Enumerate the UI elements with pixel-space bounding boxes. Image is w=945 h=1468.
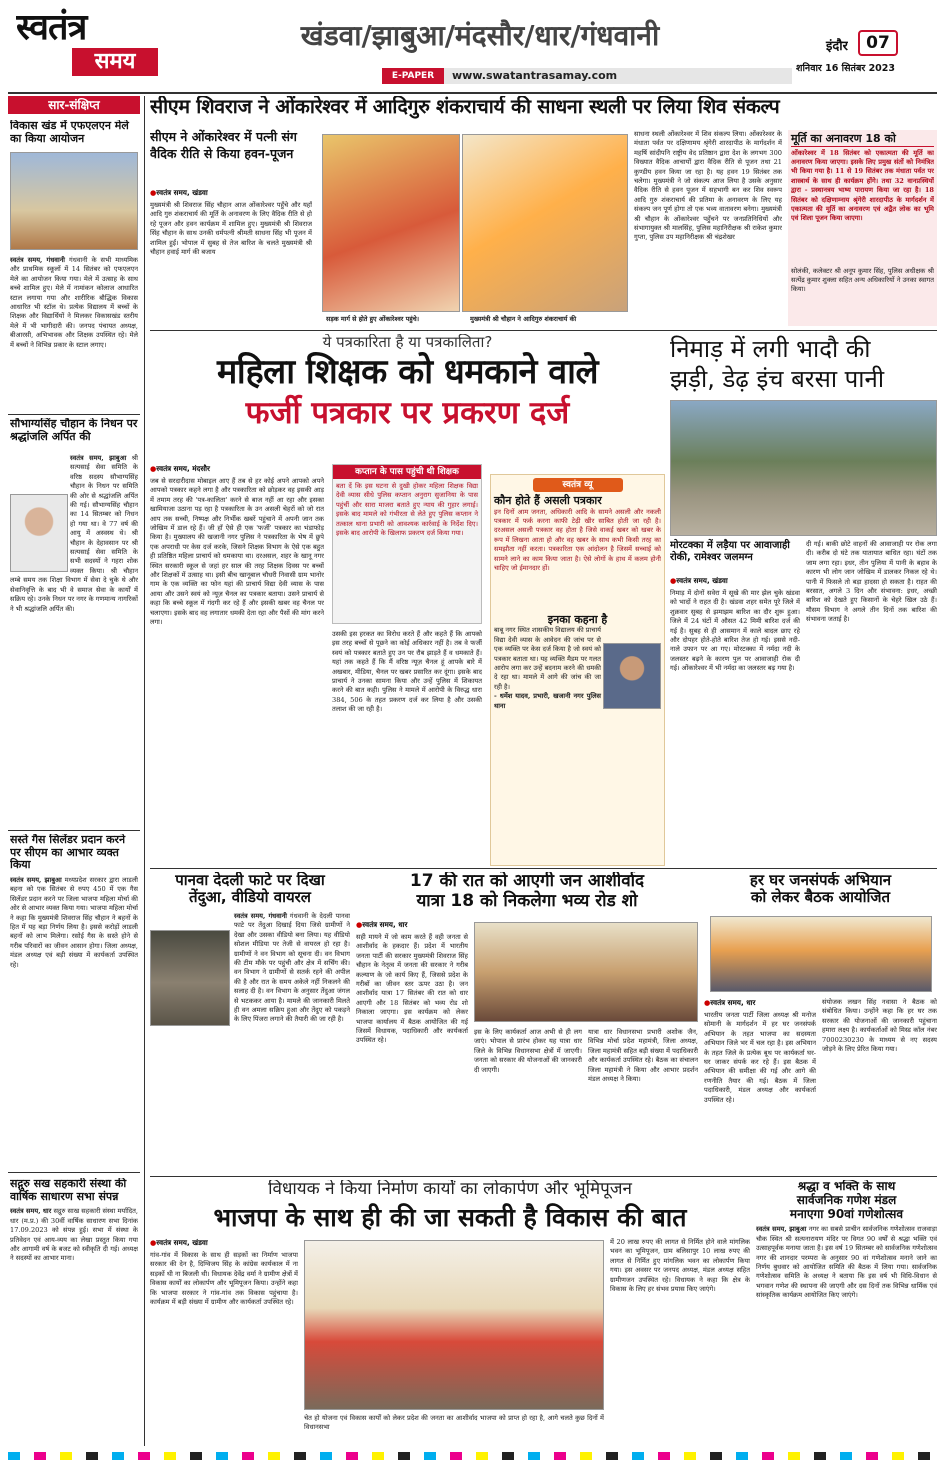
issue-date: शनिवार 16 सितंबर 2023 [796, 63, 896, 74]
top-headline: सीएम शिवराज ने ओंकारेश्वर में आदिगुरु शंकराचार्य की साधना स्थली पर लिया शिव संकल्प [150, 96, 780, 118]
ganesh-story [756, 1180, 937, 1446]
sar-4-text [10, 1207, 138, 1437]
main-kicker: ये पत्रकारिता है या पत्रकालिता? [322, 334, 493, 351]
masthead-cities: खंडवा/झाबुआ/मंदसौर/धार/गंधवानी [300, 19, 660, 52]
view-head: कौन होते हैं असली पत्रकार [494, 494, 602, 507]
jan-headline-2: यात्रा 18 को निकलेगा भव्य रोड शो [416, 890, 638, 911]
top-story-rule [150, 330, 937, 331]
jan-meeting-photo [474, 922, 698, 1022]
murti-head: मूर्ति का अनावरण 18 को [791, 133, 934, 147]
logo-top: स्वतंत्र [16, 8, 87, 48]
view-head-2: इनका कहना है [547, 612, 608, 626]
jan-text: सही मायने में जो काम करते हैं वही जनता से आशीर्वाद के हकदार हैं। प्रदेश में भारतीय जनता पार्टी की सरकार मुख्यमंत्री शिवराज सिंह चौहान के नेतृत्व में जनता की सरकार ने गरीब कल्याण के जो कार्य किए हैं, जिससे प्रदेश के गरीबों का जीवन स्तर ऊपर उठा है। जन आशीर्वाद यात्रा 17 सितंबर की रात को धार आएगी और 18 सितंबर को भव्य रोड शो निकाला जाएगा। इस कार्यक्रम को लेकर भाजपा कार्यालय में बैठक आयोजित की गई जिसमें विधायक, पदाधिकारी और कार्यकर्ता उपस्थित रहे। [356, 933, 468, 1045]
nimad-text-2: दी गई। बाकी छोटे वाहनों की आवाजाही पर रोक लगा दी। करीब दो घंटे तक यातायात बाधित रहा। घंटों तक जाम लगा रहा। इधर, तीन पुलिया में पानी के बहाव के कारण भी लोग जान जोखिम में डालकर निकल रहे थे। पानी में फिसले तो बड़ा हादसा हो सकता है। राहत की बरसात, अगले 3 दिन और संभावना: इधर, अच्छी बारिश को देखते हुए किसानों के चेहरे खिल उठे हैं। मौसम विभाग ने अगले तीन दिनों तक बारिश की संभावना जताई है। [806, 540, 937, 624]
color-strip [8, 1452, 937, 1460]
vid-text: गांव-गांव में विकास के साथ ही सड़कों का निर्माण भाजपा सरकार की देन है, दिग्विजय सिंह के कांग्रेस कार्यकाल में ना सड़कों थी ना बिजली थी। विधायक देवेंद्र वर्मा ने ग्रामीण क्षेत्रों में विकास कार्यों का लोकार्पण और भूमिपूजन किया। उन्होंने कहा कि भाजपा सरकार ने गांव-गांव तक विकास पहुंचाया है। कार्यक्रम में बड़ी संख्या में ग्रामीण और कार्यकर्ता उपस्थित रहे। [150, 1251, 298, 1307]
jan-ashirwad-story [356, 872, 698, 1174]
masthead [0, 0, 945, 92]
view-sign: - धर्मेश यादव, प्रभारी, खजानी नगर पुलिस थाना [494, 692, 601, 710]
edition-place: इंदौर [826, 39, 848, 54]
ghar-col-1 [704, 998, 816, 1174]
jan-headline-1: 17 की रात को आएगी जन आशीर्वाद [409, 872, 645, 891]
sar-story-1 [10, 120, 138, 430]
ghar-headline-2: को लेकर बैठक आयोजित [750, 888, 891, 907]
gan-headline-3: मनाएगा 90वां गणेशोत्सव [789, 1206, 904, 1221]
epaper-label: E-PAPER [382, 68, 444, 84]
middle-rule [150, 868, 937, 869]
main-headline-1: महिला शिक्षक को धमकाने वाले [216, 352, 599, 393]
sar-divider [8, 830, 140, 831]
view-tag: स्वतंत्र व्यू [533, 478, 623, 492]
leopard-headline-2: तेंदुआ, वीडियो वायरल [189, 888, 311, 907]
sar-2-text [10, 454, 138, 848]
gan-text [756, 1225, 937, 1433]
nimad-byline: ● स्वतंत्र समय, खंडवा [670, 576, 800, 586]
logo-bottom: समय [72, 48, 158, 76]
ghar-headline-1: हर घर जनसंपर्क अभियान [749, 872, 892, 889]
fln-mela-photo [10, 152, 138, 250]
main-text-2: उसकी इस हरकत का विरोध करते हैं और कहते हैं कि आपको इस तरह बच्चों से पूछने का कोई अधिकार नहीं है। तब वे फर्जी स्वयं को पत्रकार बताते हुए उन पर रौब झाड़ते हैं व धमकाते हैं। यहां तक कहते हैं कि मैं वरिष्ठ न्यूज़ चैनल हूं आपके बारे में अखबार, मीडिया, चैनल पर खबर प्रसारित कर दूंगा। इसके बाद प्राचार्य ने उनका सामना किया और उन्हें पुलिस में शिकायत करने की बात कही। पुलिस ने मामले में आरोपी के विरुद्ध धारा 384, 506 के तहत प्रकरण दर्ज कर लिया है और उसकी तलाश की जा रही है। [332, 630, 482, 714]
sar-divider [8, 414, 140, 415]
murti-text: ओंकारेश्वर में 18 सितंबर को एकात्मता की मूर्ति का अनावरण किया जाएगा। इसके लिए प्रमुख संतों को निमंत्रित भी किया गया है। 11 से 19 सितंबर तक मंधाता पर्वत पर शास्त्रार्थ के साथ ही कार्यक्रम होंगे। तथा 32 वानप्रस्थियों द्वारा - प्रस्थानत्रय भाष्य पारायण किया जा रहा है। 18 सितंबर को दक्षिणाम्नाय श्रृंगेरी शारदापीठ के मार्गदर्शन में एकात्मता की मूर्ति का अनावरण एवं अद्वैत लोक का भूमि एवं शिला पूजन किया जाएगा। [791, 148, 934, 223]
lower-rule [150, 1176, 937, 1177]
vid-kicker: विधायक ने किया निर्माण कार्यों का लोकार्पण और भूमिपूजन [268, 1180, 632, 1199]
top-subhead: सीएम ने ओंकारेश्वर में पत्नी संग वैदिक रीति से किया हवन-पूजन [150, 129, 297, 161]
sar-3-head: सस्ते गैस सिलेंडर प्रदान करने पर सीएम का आभार व्यक्त किया [10, 834, 126, 872]
gan-byline: स्वतंत्र समय, झाबुआ [756, 1225, 807, 1234]
nimad-caption: मोरटक्का में लड़ैया पर आवाजाही रोकी, रामेश्वर जलमग्न [670, 540, 790, 563]
sar-story-2 [10, 418, 138, 848]
ghar-text: भारतीय जनता पार्टी जिला अध्यक्ष श्री मनोज सोमानी के मार्गदर्शन में हर घर जनसंपर्क अभियान के तहत भाजपा का सदस्यता अभियान जिले भर में चल रहा है। इस अभियान के तहत जिले के प्रत्येक बूथ पर कार्यकर्ता घर-घर जाकर संपर्क कर रहे हैं। इस बैठक में अभियान की समीक्षा की गई और आगे की रणनीति तैयार की गई। बैठक में जिला पदाधिकारी, मंडल अध्यक्ष और कार्यकर्ता उपस्थित रहे। [704, 1011, 816, 1104]
vidhayak-story [150, 1180, 750, 1446]
leopard-body: गंधवानी के देदली पानवा फाटे पर तेंदुआ दिखाई दिया जिसे ग्रामीणों ने देखा और उसका वीडियो बना लिया। यह वीडियो सोशल मीडिया पर तेजी से वायरल हो रहा है। ग्रामीणों ने वन विभाग को सूचना दी। वन विभाग की टीम मौके पर पहुंची और क्षेत्र में सर्चिंग की। वन विभाग ने ग्रामीणों से सतर्क रहने की अपील की है और रात के समय अकेले नहीं निकलने की सलाह दी है। वन विभाग के अनुसार तेंदुआ जंगल से भटककर आया है। मामले की जानकारी मिलते ही वन अमला सक्रिय हुआ और तेंदुए को पकड़ने के लिए पिंजरा लगाने की तैयारी की जा रही है। [234, 912, 350, 1024]
sar-3-text [10, 876, 138, 1194]
leopard-text [150, 912, 350, 1174]
gan-body: नगर का सबसे प्राचीन सार्वजनिक गणेशोत्सव राजवाड़ा चौक स्थित श्री सत्यनारायण मंदिर पर विगत 90 वर्षों से श्रद्धा भक्ति एवं उत्साहपूर्वक मनाया जाता है। इस वर्ष 19 सितम्बर को सार्वजनिक गणेशोत्सव नगर की शानदार परम्परा के अनुसार 90 वां गणेशोत्सव मनाने जाने का निर्णय बुधवार को आयोजित समिति की बैठक में लिया गया। सार्वजनिक गणेशोत्सव समिति के अध्यक्ष ने बताया कि इस वर्ष भी विधि-विधान से भगवान गणेश की स्थापना की जाएगी और दस दिनों तक विभिन्न धार्मिक एवं सांस्कृतिक कार्यक्रम आयोजित किए जाएंगे। [756, 1225, 937, 1300]
vid-col-1 [150, 1238, 298, 1446]
left-column-rule [144, 96, 145, 1446]
main-byline: ● स्वतंत्र समय, मंदसौर [150, 464, 324, 474]
photo-caption-1: सड़क मार्ग से होते हुए ओंकारेश्वर पहुंचे। [326, 315, 420, 323]
nimad-col-1 [670, 576, 800, 866]
logo [16, 8, 166, 86]
sar-2-byline: स्वतंत्र समय, झाबुआ [70, 454, 127, 462]
vid-byline: ● स्वतंत्र समय, खंडवा [150, 1238, 298, 1248]
flood-photo [670, 400, 937, 536]
sar-2-body: श्री सत्यसाई सेवा समिति के वरिष्ठ सदस्य सौभाग्यसिंह चौहान के निधन पर समिति की ओर से श्रद्धांजलि अर्पित की गई। सौभाग्यसिंह चौहान का 14 सितम्बर को निधन हो गया था। वे 77 वर्ष की आयु में अस्वस्थ थे। श्री चौहान के देहावसान पर श्री सत्यसाई सेवा समिति के सभी सदस्यों ने गहरा शोक व्यक्त किया। श्री चौहान लम्बे समय तक शिक्षा विभाग में सेवा दे चुके थे और सेवानिवृत्ति के बाद भी वे समाज सेवा के कार्यों में सक्रिय रहे। उनके निधन पर नगर के गणमान्य नागरिकों ने भी श्रद्धांजलि अर्पित की। [10, 454, 138, 613]
vid-caption: चेत हो योजना एवं विकास कार्यों को लेकर प्रदेश की जनता का आशीर्वाद भाजपा को प्राप्त हो रहा है, आगे चलते कुछ दिनों में विधानसभा [304, 1414, 604, 1432]
jan-byline: ● स्वतंत्र समय, धार [356, 920, 468, 930]
sar-3-byline: स्वतंत्र समय, झाबुआ [10, 875, 62, 884]
main-story [150, 334, 665, 866]
sar-title: सार-संक्षिप्त [8, 96, 140, 114]
sar-sankshipt-column [8, 96, 140, 1446]
top-byline: ● स्वतंत्र समय, खंडवा [150, 188, 312, 198]
sar-divider [8, 1172, 140, 1173]
jan-col-1 [356, 920, 468, 1174]
top-text-1: मुख्यमंत्री श्री शिवराज सिंह चौहान आज ओंकारेश्वर पहुँचे और यहाँ आदि गुरु शंकराचार्य की मूर्ति के अनावरण के लिए वैदिक रीति से हो रहे पूजन और हवन कार्यक्रम में शामिल हुए। मुख्यमंत्री श्री शिवराज सिंह चौहान के साथ उनकी धर्मपत्नी श्रीमती साधना सिंह भी पूजन में शामिल हुईं। भोपाल में सुबह से तेज बारिश के चलते मुख्यमंत्री श्री चौहान हवाई मार्ग की बजाय [150, 201, 312, 257]
leopard-byline: स्वतंत्र समय, गंधवानी [234, 912, 287, 920]
top-story [150, 96, 937, 328]
nimad-story [670, 334, 937, 866]
gan-headline-1: श्रद्धा व भक्ति के साथ [797, 1180, 896, 1193]
leopard-headline-1: पानवा देदली फाटे पर दिखा [175, 872, 325, 889]
sar-story-3 [10, 834, 138, 1194]
page-number: 07 [858, 30, 898, 56]
main-col-left [150, 464, 324, 864]
jan-text-2: इस के लिए कार्यकर्ता आज अभी से ही लग जाएं। भोपाल से प्रारंभ होकर यह यात्रा धार जिले के विभिन्न विधानसभा क्षेत्रों में जाएगी। जनता को सरकार की योजनाओं की जानकारी दी जाएगी। [474, 1028, 582, 1074]
captain-box [332, 464, 482, 624]
sar-3-body: मध्यप्रदेश सरकार द्वारा लाडली बहना को एक सितंबर से रुपए 450 में एक गैस सिलेंडर प्रदान करने पर जिला भाजपा महिला मोर्चा की ओर से आभार व्यक्त किया गया। भाजपा महिला मोर्चा ने कहा कि मुख्यमंत्री शिवराज सिंह चौहान ने बहनों के हित में यह बड़ा निर्णय लिया है। इससे करोड़ों लाडली बहनों को लाभ मिलेगा। रसोई गैस के सस्ते होने से गरीब परिवारों का जीवन आसान होगा। जिला अध्यक्ष, मंडल अध्यक्ष एवं बड़ी संख्या में कार्यकर्ता उपस्थित रहे। [10, 875, 138, 969]
sar-2-head: सौभाग्यसिंह चौहान के निधन पर श्रद्धांजलि अर्पित की [10, 418, 138, 443]
swatantra-view-box [490, 474, 665, 866]
site-url[interactable]: www.swatantrasamay.com [452, 69, 618, 82]
sar-1-head: विकास खंड में एफएलएन मेले का किया आयोजन [10, 120, 129, 145]
jan-text-3: यात्रा धार विधानसभा प्रभारी अशोक जैन, विभिन्न मोर्चा प्रदेश महामंत्री, जिला अध्यक्ष, जिला महामंत्री सहित बड़ी संख्या में पदाधिकारी और कार्यकर्ता उपस्थित रहे। बैठक का संचालन जिला महामंत्री ने किया और आभार प्रदर्शन मंडल अध्यक्ष ने किया। [588, 1028, 698, 1084]
main-headline-2: फर्जी पत्रकार पर प्रकरण दर्ज [245, 395, 570, 432]
view-text: इन दिनों आम जनता, अधिकारी आदि के सामने असली और नकली पत्रकार में फर्क करना काफी टेढ़ी खीर साबित होती जा रही है। दरअसल असली पत्रकार वह होता है जिसे वाकई खबर को खबर के रूप में लिखना आता हो और वह खबर के साथ कभी किसी तरह का समझौता नहीं करता। पत्रकारिता एक आंदोलन है जिसमें सच्चाई को सामने लाने का काम किया जाता है। ऐसे लोगों के हाथ में कलम होनी चाहिए जो ईमानदार हों। [494, 507, 661, 573]
sar-4-byline: स्वतंत्र समय, धार [10, 1207, 52, 1216]
photo-caption-2: मुख्यमंत्री श्री चौहान ने आदिगुरु शंकराचार्य की [470, 315, 577, 323]
murti-sidebar [788, 130, 937, 326]
captain-box-text: बता दें कि इस घटना से दुखी होकर महिला शिक्षक विद्या देवी व्यास सीधे पुलिस कप्तान अनुराग सुजानिया के पास पहुंचीं और सारा माजरा बताते हुए न्याय की गुहार लगाई। इसके बाद मामले को गंभीरता से लेते हुए पुलिस कप्तान ने तत्काल थाना प्रभारी को आवश्यक कार्रवाई के निर्देश दिए। इसके बाद आरोपी के खिलाफ प्रकरण दर्ज किया गया। [336, 482, 478, 538]
nimad-headline-2: झड़ी, डेढ़ इंच बरसा पानी [670, 365, 885, 393]
sar-1-text [10, 256, 138, 428]
main-text: जब से सरदारीदास मोबाइल आए हैं तब से हर कोई अपने आपको अपने आपको पत्रकार कहने लगा है और पत्रकारिता को छोड़कर वह इसकी आड़ में तमाम तरह की 'पत्र-कालिता' करने से बाज नहीं आ रहा और इसका खामियाजा उठाना पड़ रहा है पत्रकारिता के उन असली चेहरों को जो रात आप तक सच्ची, निष्पक्ष और निर्भीक खबरें पहुंचाने में अपनी जान तक जोखिम में डाल रहे हैं। जी हाँ ऐसे ही एक 'फर्जी' पत्रकार का भंडाफोड़ किया है। मुख्यालय की खजानी नगर पुलिस ने पत्रकारिता के भेष में छुपे एक अपराधी पर केस दर्ज करके, जिसने शिक्षक विभाग के ऐसे एक बहुत ही प्रतिष्ठित महिला प्राचार्य को धमकाया था। दरअसल, शहर के खानू नगर स्थित सरकारी स्कूल से जहां हर साल की तरह शिक्षक दिवस पर बच्चों और शिक्षकों में उत्साह था। इसी बीच खानूबाल चौधरी निवासी ग्राम भानोर गाम के एक व्यक्ति का फोन यहां की प्राचार्य विद्या देवी व्यास के पास आया और उसने स्वयं को न्यूज़ चैनल का पत्रकार बताया। उसने प्राचार्य से कहा कि बच्चे स्कूल में गंदगी कर रहे हैं और इसकी खबर वह चैनल पर चलाएगा। इसके बाद वह लगातार धमकी देता रहा और पैसों की मांग करने लगा। [150, 477, 324, 627]
murti-text-2: सोलंकी, कलेक्टर श्री अनूप कुमार सिंह, पुलिस अधीक्षक श्री सत्येंद्र कुमार शुक्ला सहित अन्य अधिकारियों ने उनका स्वागत किया। [791, 266, 934, 294]
sar-4-body: सद्गुरु साख सहकारी संस्था मर्यादित, धार (म.प्र.) की 30वीं वार्षिक साधारण सभा दिनांक 17.09.2023 को संपन्न हुई। सभा में संस्था के प्रतिवेदन एवं आय-व्यय का लेखा प्रस्तुत किया गया और आगामी वर्ष के बजट को स्वीकृति दी गई। अध्यक्ष ने सदस्यों का आभार माना। [10, 1207, 138, 1263]
cm-havan-photo [462, 134, 628, 312]
gan-headline-2: सार्वजनिक गणेश मंडल [796, 1192, 897, 1207]
ghar-byline: ● स्वतंत्र समय, धार [704, 998, 816, 1008]
cm-couple-photo [322, 134, 460, 312]
leopard-story [150, 872, 350, 1174]
sar-story-4 [10, 1178, 138, 1446]
captain-box-head: कप्तान के पास पहुंची थी शिक्षक [333, 465, 481, 479]
officer-photo [603, 643, 661, 709]
sar-1-body: गंधवानी के सभी माध्यमिक और प्राथमिक स्कूलों में 14 सितंबर को एफएलएन मेले का आयोजन किया गया। मेले में उत्साह के साथ बच्चे शामिल हुए। मेले में नामांकन कोलाज आधारित स्टाल लगाया गया और शारीरिक बौद्धिक विकास आधारित भी स्टॉल थे। प्रत्येक विद्यालय में बच्चों के शिक्षक और विद्यार्थियों ने मिलकर विकासखंड स्तरीय मेले में भी भागीदारी की। जनपद पंचायत अध्यक्ष, बीआरसी, अभिभावक और शिक्षक उपस्थित रहे। मेले में बच्चों ने विभिन्न प्रकार के स्टाल लगाए। [10, 256, 138, 349]
top-left-col [150, 128, 312, 328]
ghar-meeting-photo [710, 916, 932, 992]
ghar-text-2: संयोजक लखन सिंह नवासा ने बैठक को संबोधित किया। उन्होंने कहा कि हर घर तक सरकार की योजनाओं की जानकारी पहुंचाना हमारा लक्ष्य है। कार्यकर्ताओं को मिस्ड कॉल नंबर 7000230230 के माध्यम से नए सदस्य जोड़ने के लिए प्रेरित किया गया। [822, 998, 937, 1054]
masthead-rule [8, 92, 937, 94]
sar-4-head: सद्गुरु सख सहकारी संस्था की वार्षिक साधारण सभा संपन्न [10, 1178, 127, 1203]
sar-1-byline: स्वतंत्र समय, गंधवानी [10, 256, 66, 264]
har-ghar-story [704, 872, 937, 1174]
nimad-text-1: निमाड़ में दोनों सवेरा में सूखे की मार झेल चुके खंडवा को भादों ने राहत दी है। खंडवा शहर समेत पूरे जिले में शुक्रवार सुबह से झमाझम बारिश का दौर शुरू हुआ। जिले में 24 घंटों में औसत 42 मिमी बारिश दर्ज की गई है। सुबह से ही आसमान में काले बादल छाए रहे और दोपहर होते-होते बारिश तेज हो गई। इससे नदी-नाले उफान पर आ गए। मोरटक्का में नर्मदा नदी के जलस्तर बढ़ने के कारण पुल पर आवाजाही रोक दी गई। ओंकारेश्वर में भी नर्मदा का जलस्तर बढ़ गया है। [670, 589, 800, 673]
vid-text-2: में 20 लाख रुपए की लागत से निर्मित होने वाले मांगलिक भवन का भूमिपूजन, ग्राम बलिसापुर 10 लाख रुपए की लागत से निर्मित हुए मांगलिक भवन का लोकार्पण किया गया। इस अवसर पर जनपद अध्यक्ष, मंडल अध्यक्ष सहित ग्रामीणजन उपस्थित रहे। विधायक ने कहा कि क्षेत्र के विकास के लिए हर संभव प्रयास किए जाएंगे। [610, 1238, 750, 1294]
top-text-2: साधना स्थली ओंकारेश्वर में शिव संकल्प लिया। ओंकारेश्वर के मंधाता पर्वत पर दक्षिणामय श्रृंगेरी शारदापीठ के मार्गदर्शन में महर्षि सांदीपनि राष्ट्रीय वेद प्रतिष्ठान द्वारा देश के लगभग 300 विख्यात वैदिक आचार्यों द्वारा वैदिक रीति से पूजन तथा 21 कुण्डीय हवन किया जा रहा है। यह हवन 19 सितंबर तक चलेगा। मुख्यमंत्री ने जो संकल्प आज लिया है उसके अनुसार वैदिक रीति से हवन पूजन में सहभागी बन कर शिव स्वरूप आदि गुरु शंकराचार्य की प्रतिमा के अनावरण के लिए यह संकल्प जन पूर्ण होगा तो एक भव्य वातावरण बनेगा। मुख्यमंत्री श्री चौहान के ओंकारेश्वर पहुँचने पर जनप्रतिनिधियों और संभागायुक्त श्री मालसिंह, पुलिस महानिरीक्षक श्री राकेश कुमार गुप्ता, पुलिस उप महानिरीक्षक श्री चंद्रशेखर [634, 130, 782, 242]
nimad-headline-1: निमाड़ में लगी भादौ की [670, 335, 871, 363]
view-text-2-body: बाबू नगर स्थित शासकीय विद्यालय की प्राचार्य विद्या देवी व्यास के आवेदन की जांच पर से एक व्यक्ति पर केस दर्ज किया है जो स्वयं को पत्रकार बताता था। यह व्यक्ति मैडम पर गलत आरोप लगा कर उन्हें बदनाम करने की धमकी दे रहा था। मामले में आगे की जांच की जा रही है। [494, 626, 601, 691]
ribbon-cutting-photo [304, 1240, 604, 1410]
vid-headline: भाजपा के साथ ही की जा सकती है विकास की बात [213, 1202, 687, 1232]
